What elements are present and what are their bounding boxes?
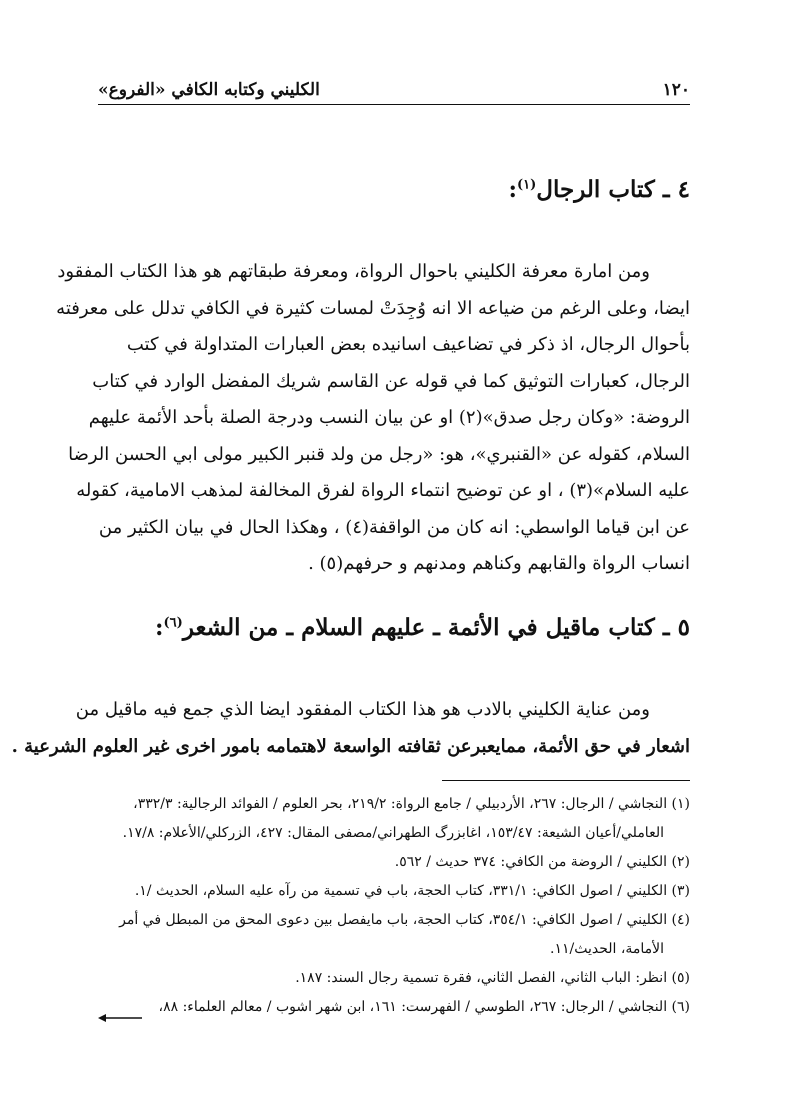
footnote-line: (١) النجاشي / الرجال: ٢٦٧، الأردبيلي / جامع الرواة: ٢١٩/٢، بحر العلوم / الفوائد الرجالية: ٣٣٢/٣، — [133, 796, 690, 812]
section-5-title: ٥ ـ كتاب ماقيل في الأئمة ـ عليهم السلام ـ من الشعر — [182, 614, 690, 641]
paragraph-line: انساب الرواة والقابهم وكناهم ومدنهم و حرفهم(٥) . — [308, 553, 690, 574]
section-4-note-ref: (١) — [517, 177, 537, 193]
paragraph-line: عن ابن قياما الواسطي: انه كان من الواقفة(٤) ، وهكذا الحال في بيان الكثير من — [98, 516, 690, 538]
section-heading-4 — [509, 176, 691, 203]
footnote-line: الأمامة، الحديث/١١. — [549, 941, 664, 957]
paragraph-line: السلام، كقوله عن «القنبري»، هو: «رجل من ولد قنبر الكبير مولى ابي الحسن الرضا — [68, 443, 690, 465]
footnotes — [98, 790, 690, 1022]
running-title: الكليني وكتابه الكافي «الفروع» — [98, 80, 320, 100]
footnote-line: (٦) النجاشي / الرجال: ٢٦٧، الطوسي / الفهرست: ١٦١، ابن شهر اشوب / معالم العلماء: ٨٨، — [158, 999, 690, 1015]
section-4-title: ٤ ـ كتاب الرجال — [536, 176, 690, 203]
paragraph-line: ومن عناية الكليني بالادب هو هذا الكتاب المفقود ايضا الذي جمع فيه ماقيل من — [75, 699, 650, 720]
section-heading-5 — [155, 614, 690, 641]
paragraph-line: ومن امارة معرفة الكليني باحوال الرواة، ومعرفة طبقاتهم هو هذا الكتاب المفقود — [57, 261, 650, 282]
paragraph-line: عليه السلام»(٣) ، او عن توضيح انتماء الرواة لفرق المخالفة لمذهب الامامية، كقوله — [76, 480, 690, 501]
paragraph-line: الروضة: «وكان رجل صدق»(٢) او عن بيان النسب ودرجة الصلة بأحد الأئمة عليهم — [88, 407, 690, 428]
paragraph-poetry — [11, 692, 690, 765]
footnote-line: (٢) الكليني / الروضة من الكافي: ٣٧٤ حديث / ٥٦٢. — [394, 854, 690, 870]
paragraph-line: الرجال، كعبارات التوثيق كما في قوله عن القاسم شريك المفضل الوارد في كتاب — [92, 370, 690, 392]
footnote-rule — [442, 780, 690, 781]
header-rule — [98, 104, 690, 105]
continuation-arrow-icon — [98, 1012, 142, 1024]
footnote-line: (٥) انظر: الباب الثاني، الفصل الثاني، فقرة تسمية رجال السند: ١٨٧. — [295, 970, 690, 986]
footnote-line: العاملي/أعيان الشيعة: ١٥٣/٤٧، اغابزرگ الطهراني/مصفى المقال: ٤٢٧، الزركلي/الأعلام: ١٧/٨. — [122, 825, 664, 841]
footnote-line: (٣) الكليني / اصول الكافي: ٣٣١/١، كتاب الحجة، باب في تسمية من رآه عليه السلام، الحديث /١. — [134, 883, 690, 899]
paragraph-rijal — [56, 254, 690, 583]
footnote-line: (٤) الكليني / اصول الكافي: ٣٥٤/١، كتاب الحجة، باب مايفصل بين دعوى المحق من المبطل في أمر — [119, 912, 690, 928]
section-5-note-ref: (٦) — [163, 615, 183, 631]
page-header — [98, 66, 690, 100]
paragraph-line: اشعار في حق الأئمة، ممايعبرعن ثقافته الواسعة لاهتمامه بامور اخرى غير العلوم الشرعية . — [11, 735, 690, 757]
section-4-colon: : — [508, 176, 517, 203]
section-5-colon: : — [155, 614, 164, 641]
page-number: ١٢٠ — [662, 80, 690, 100]
paragraph-line: بأحوال الرجال، اذ ذكر في تضاعيف اسانيده بعض العبارات المتداولة في كتب — [126, 334, 690, 355]
paragraph-line: ايضا، وعلى الرغم من ضياعه الا انه وُجِدَتْ لمسات كثيرة في الكافي تدلل على معرفته — [56, 297, 690, 319]
